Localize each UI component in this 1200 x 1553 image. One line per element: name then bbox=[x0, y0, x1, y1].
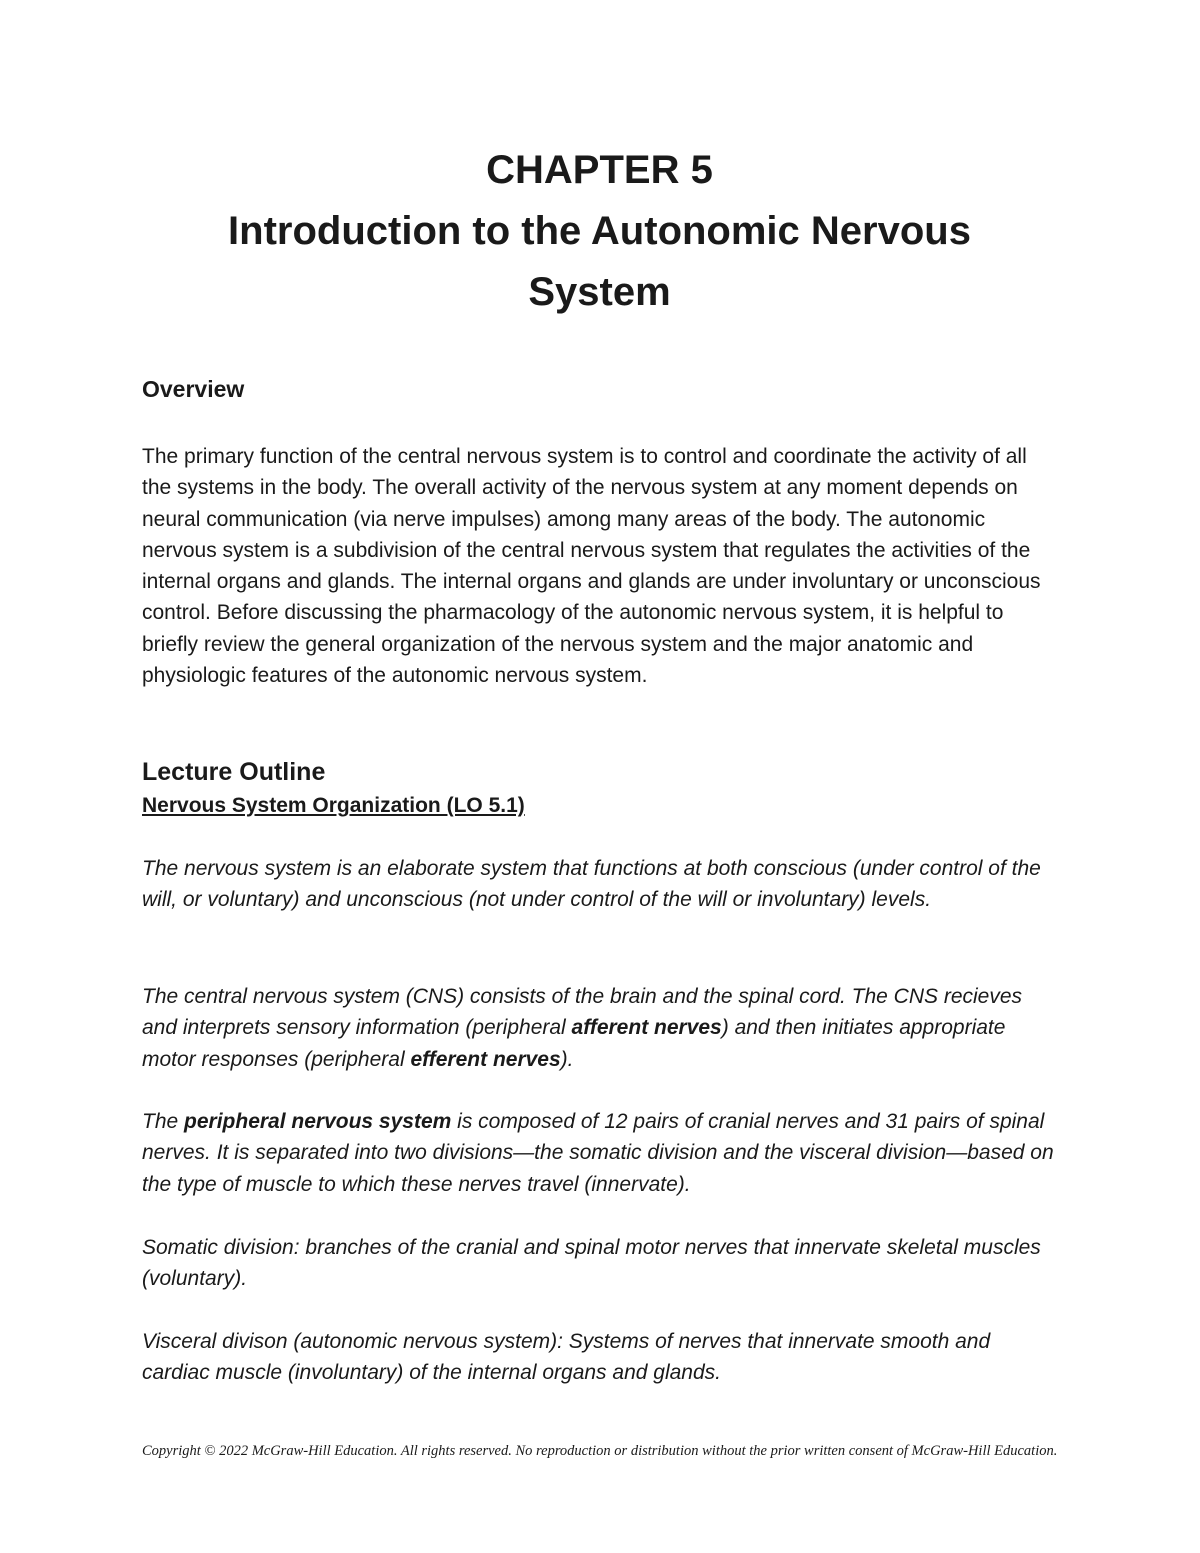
cns-text-3: ). bbox=[560, 1047, 574, 1071]
pns-text-1: The bbox=[142, 1110, 185, 1133]
paragraph-nervous-system: The nervous system is an elaborate system that functions at both conscious (under control of the will, or voluntary) and unconscious (not under control of the will or involuntary) levels. bbox=[142, 857, 1041, 912]
overview-paragraph: The primary function of the central nervous system is to control and coordinate the activity of all the systems in the body. The overall activity of the nervous system at any moment depends on neural communication (via nerve impulses) among many areas of the body. The autonomic nervous system is a subdivision of the central nervous system that regulates the activities of the internal organs and glands. The internal organs and glands are under involuntary or unconscious control. Before discussing the pharmacology of the autonomic nervous system, it is helpful to briefly review the general organization of the nervous system and the major anatomic and physiologic features of the autonomic nervous system. bbox=[142, 445, 1041, 688]
paragraph-cns bbox=[142, 981, 1062, 1075]
chapter-title bbox=[142, 140, 1057, 323]
section-heading-nervous-system-organization: Nervous System Organization (LO 5.1) bbox=[142, 794, 525, 817]
peripheral-nervous-system-term: peripheral nervous system bbox=[184, 1110, 452, 1133]
paragraph-visceral-division: Visceral divison (autonomic nervous system): Systems of nerves that innervate smooth and cardiac muscle (involuntary) of the internal organs and glands. bbox=[142, 1330, 991, 1385]
paragraph-somatic-division: Somatic division: branches of the cranial and spinal motor nerves that innervate skeletal muscles (voluntary). bbox=[142, 1236, 1041, 1291]
document-page bbox=[142, 0, 1062, 1553]
chapter-title-line1: Introduction to the Autonomic Nervous bbox=[228, 209, 971, 253]
chapter-title-line2: System bbox=[528, 270, 671, 314]
overview-heading: Overview bbox=[142, 376, 245, 402]
efferent-nerves-term: efferent nerves bbox=[410, 1047, 561, 1071]
cns-text-2: ) and then initiates appropriate motor responses (peripheral bbox=[142, 1016, 1006, 1071]
paragraph-pns bbox=[142, 1106, 1062, 1200]
lecture-outline-heading: Lecture Outline bbox=[142, 758, 326, 786]
pns-text-2: is composed of 12 pairs of cranial nerves and 31 pairs of spinal nerves. It is separated into two divisions—the somatic division and the visceral division—based on the type of muscle to which these nerves travel (innervate). bbox=[142, 1110, 1054, 1196]
copyright-footer: Copyright © 2022 McGraw-Hill Education. All rights reserved. No reproduction or distribution without the prior written consent of McGraw-Hill Education. bbox=[142, 1443, 1058, 1459]
afferent-nerves-term: afferent nerves bbox=[571, 1016, 722, 1040]
chapter-number: CHAPTER 5 bbox=[486, 148, 713, 192]
cns-text-1: The central nervous system (CNS) consists of the brain and the spinal cord. The CNS recieves and interprets sensory information (peripheral bbox=[142, 985, 1023, 1040]
